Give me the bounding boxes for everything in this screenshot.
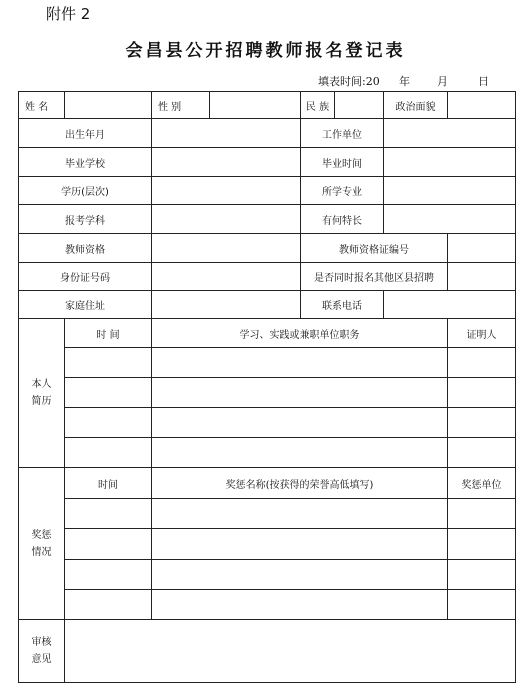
label-birth-date: 出生年月 xyxy=(19,119,152,148)
label-political-status: 政治面貌 xyxy=(384,92,448,119)
awards-col-time: 时间 xyxy=(65,468,152,499)
field-graduate-school[interactable] xyxy=(152,148,301,177)
awards-row xyxy=(19,560,516,590)
resume-row xyxy=(19,378,516,408)
fill-time-year: 年 xyxy=(399,75,410,88)
row-birth-work xyxy=(19,119,516,148)
label-graduation-time: 毕业时间 xyxy=(301,148,384,177)
resume-witness-cell[interactable] xyxy=(448,348,516,378)
label-id-number: 身份证号码 xyxy=(19,263,152,291)
row-basic-info xyxy=(19,92,516,119)
awards-time-cell[interactable] xyxy=(65,529,152,560)
resume-experience-cell[interactable] xyxy=(152,378,448,408)
awards-unit-cell[interactable] xyxy=(448,590,516,620)
resume-time-cell[interactable] xyxy=(65,408,152,438)
label-home-address: 家庭住址 xyxy=(19,291,152,319)
review-label-line2: 意见 xyxy=(31,654,52,665)
resume-section-label xyxy=(19,319,65,468)
review-section-label xyxy=(19,620,65,683)
label-work-unit: 工作单位 xyxy=(301,119,384,148)
resume-row xyxy=(19,438,516,468)
resume-label-line1: 本人 xyxy=(31,379,52,390)
awards-header-row xyxy=(19,468,516,499)
resume-experience-cell[interactable] xyxy=(152,438,448,468)
label-graduate-school: 毕业学校 xyxy=(19,148,152,177)
label-phone: 联系电话 xyxy=(301,291,384,319)
resume-witness-cell[interactable] xyxy=(448,438,516,468)
awards-name-cell[interactable] xyxy=(152,590,448,620)
awards-row xyxy=(19,499,516,529)
fill-time-day: 日 xyxy=(478,75,489,88)
resume-label-line2: 简历 xyxy=(31,396,52,407)
field-name[interactable] xyxy=(65,92,152,119)
resume-time-cell[interactable] xyxy=(65,438,152,468)
label-teacher-qualification: 教师资格 xyxy=(19,234,152,263)
awards-time-cell[interactable] xyxy=(65,590,152,620)
field-major[interactable] xyxy=(384,177,516,205)
awards-unit-cell[interactable] xyxy=(448,529,516,560)
awards-col-unit: 奖惩单位 xyxy=(448,468,516,499)
awards-section-label xyxy=(19,468,65,620)
attachment-label: 附件 2 xyxy=(46,5,91,23)
awards-col-name: 奖惩名称(按获得的荣誉高低填写) xyxy=(152,468,448,499)
resume-time-cell[interactable] xyxy=(65,378,152,408)
awards-name-cell[interactable] xyxy=(152,560,448,590)
awards-label-line2: 情况 xyxy=(31,546,52,558)
resume-experience-cell[interactable] xyxy=(152,408,448,438)
resume-time-cell[interactable] xyxy=(65,348,152,378)
review-opinion-cell[interactable] xyxy=(65,620,516,683)
awards-unit-cell[interactable] xyxy=(448,560,516,590)
field-id-number[interactable] xyxy=(152,263,301,291)
resume-header-row xyxy=(19,319,516,348)
awards-time-cell[interactable] xyxy=(65,560,152,590)
resume-row xyxy=(19,408,516,438)
awards-name-cell[interactable] xyxy=(152,499,448,529)
field-gender[interactable] xyxy=(210,92,301,119)
form-title: 会昌县公开招聘教师报名登记表 xyxy=(125,41,406,61)
label-other-county-application: 是否同时报名其他区县招聘 xyxy=(301,263,448,291)
label-specialty: 有何特长 xyxy=(301,205,384,234)
field-ethnicity[interactable] xyxy=(335,92,384,119)
awards-time-cell[interactable] xyxy=(65,499,152,529)
fill-time-label: 填表时间:20 xyxy=(318,75,380,88)
row-school xyxy=(19,148,516,177)
field-education[interactable] xyxy=(152,177,301,205)
review-row xyxy=(19,620,516,683)
resume-witness-cell[interactable] xyxy=(448,378,516,408)
row-address xyxy=(19,291,516,319)
field-work-unit[interactable] xyxy=(384,119,516,148)
resume-col-time: 时 间 xyxy=(65,319,152,348)
review-label-line1: 审核 xyxy=(31,637,52,648)
field-teacher-qualification[interactable] xyxy=(152,234,301,263)
row-qualification xyxy=(19,234,516,263)
resume-col-experience: 学习、实践或兼职单位职务 xyxy=(152,319,448,348)
field-specialty[interactable] xyxy=(384,205,516,234)
awards-row xyxy=(19,529,516,560)
registration-form-table xyxy=(18,91,516,683)
resume-row xyxy=(19,348,516,378)
label-ethnicity: 民 族 xyxy=(301,92,335,119)
field-other-county-application[interactable] xyxy=(448,263,516,291)
label-gender: 性 别 xyxy=(152,92,210,119)
field-teacher-cert-number[interactable] xyxy=(448,234,516,263)
resume-witness-cell[interactable] xyxy=(448,408,516,438)
field-home-address[interactable] xyxy=(152,291,301,319)
field-applied-subject[interactable] xyxy=(152,205,301,234)
label-applied-subject: 报考学科 xyxy=(19,205,152,234)
field-political-status[interactable] xyxy=(448,92,516,119)
field-graduation-time[interactable] xyxy=(384,148,516,177)
row-subject xyxy=(19,205,516,234)
awards-label-line1: 奖惩 xyxy=(31,529,52,541)
awards-name-cell[interactable] xyxy=(152,529,448,560)
row-id xyxy=(19,263,516,291)
label-name: 姓 名 xyxy=(19,92,65,119)
field-birth-date[interactable] xyxy=(152,119,301,148)
fill-time-month: 月 xyxy=(437,75,448,88)
awards-unit-cell[interactable] xyxy=(448,499,516,529)
row-education xyxy=(19,177,516,205)
awards-row xyxy=(19,590,516,620)
label-teacher-cert-number: 教师资格证编号 xyxy=(301,234,448,263)
field-phone[interactable] xyxy=(384,291,516,319)
label-education: 学历(层次) xyxy=(19,177,152,205)
resume-experience-cell[interactable] xyxy=(152,348,448,378)
resume-col-witness: 证明人 xyxy=(448,319,516,348)
label-major: 所学专业 xyxy=(301,177,384,205)
